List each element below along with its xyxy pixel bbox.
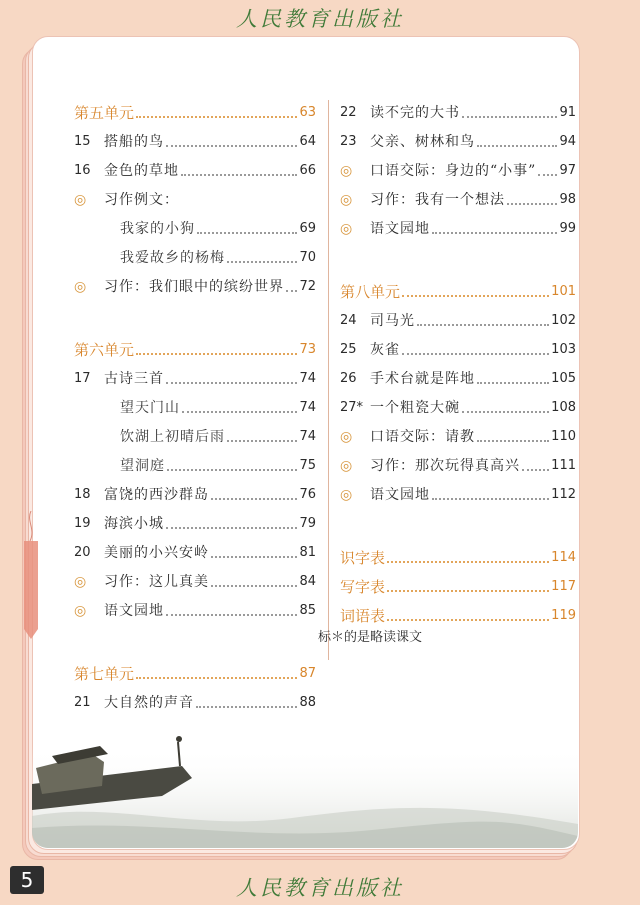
toc-page-number: 75 xyxy=(299,458,316,473)
lesson-number: 26 xyxy=(340,371,357,386)
dot-leader xyxy=(227,440,297,442)
toc-entry[interactable] xyxy=(74,185,316,209)
lesson-number: 25 xyxy=(340,342,357,357)
toc-title: 金色的草地 xyxy=(104,163,179,179)
toc-title: 第七单元 xyxy=(74,665,135,683)
toc-title: 习作：那次玩得真高兴 xyxy=(370,458,520,474)
bullet-circle-icon: ◎ xyxy=(340,429,353,445)
toc-entry[interactable] xyxy=(74,243,316,267)
toc-page-number: 98 xyxy=(559,192,576,207)
toc-unit-heading[interactable] xyxy=(74,659,316,683)
toc-unit-heading[interactable] xyxy=(340,601,576,625)
dot-leader xyxy=(507,203,557,205)
toc-title: 一个粗瓷大碗 xyxy=(370,400,460,416)
dot-leader xyxy=(538,174,557,176)
toc-entry[interactable] xyxy=(340,451,576,475)
toc-title: 我爱故乡的杨梅 xyxy=(120,250,225,266)
lesson-number: 21 xyxy=(74,695,91,710)
toc-entry[interactable] xyxy=(74,393,316,417)
bullet-circle-icon: ◎ xyxy=(74,603,87,619)
dot-leader xyxy=(136,353,297,355)
dot-leader xyxy=(402,295,549,297)
toc-page-number: 97 xyxy=(559,163,576,178)
toc-entry[interactable] xyxy=(340,127,576,151)
toc-title: 习作：我有一个想法 xyxy=(370,192,505,208)
toc-title: 第八单元 xyxy=(340,283,401,301)
toc-entry[interactable] xyxy=(340,335,576,359)
dot-leader xyxy=(196,706,297,708)
toc-entry[interactable] xyxy=(74,422,316,446)
column-divider xyxy=(328,100,329,660)
toc-entry[interactable] xyxy=(340,364,576,388)
toc-entry[interactable] xyxy=(340,156,576,180)
dot-leader xyxy=(211,498,297,500)
dot-leader xyxy=(462,411,549,413)
toc-page-number: 91 xyxy=(559,105,576,120)
dot-leader xyxy=(211,556,297,558)
toc-entry[interactable] xyxy=(74,364,316,388)
toc-page-number: 76 xyxy=(299,487,316,502)
toc-title: 手术台就是阵地 xyxy=(370,371,475,387)
toc-unit-heading[interactable] xyxy=(340,543,576,567)
dot-leader xyxy=(417,324,549,326)
toc-page-number: 108 xyxy=(551,400,576,415)
toc-page-number: 74 xyxy=(299,429,316,444)
toc-page-number: 72 xyxy=(299,279,316,294)
dot-leader xyxy=(477,382,549,384)
toc-title: 识字表 xyxy=(340,549,386,567)
dot-leader xyxy=(136,677,297,679)
toc-title: 第六单元 xyxy=(74,341,135,359)
toc-entry[interactable] xyxy=(74,451,316,475)
toc-entry[interactable] xyxy=(340,393,576,417)
toc-entry[interactable] xyxy=(340,214,576,238)
toc-title: 搭船的鸟 xyxy=(104,134,164,150)
toc-page-number: 94 xyxy=(559,134,576,149)
toc-entry[interactable] xyxy=(340,185,576,209)
dot-leader xyxy=(227,261,297,263)
dot-leader xyxy=(522,469,549,471)
bullet-circle-icon: ◎ xyxy=(74,192,87,208)
toc-title: 大自然的声音 xyxy=(104,695,194,711)
toc-title: 古诗三首 xyxy=(104,371,164,387)
dot-leader xyxy=(166,382,297,384)
dot-leader xyxy=(166,145,297,147)
dot-leader xyxy=(197,232,297,234)
dot-leader xyxy=(432,232,557,234)
toc-title: 海滨小城 xyxy=(104,516,164,532)
toc-entry[interactable] xyxy=(74,509,316,533)
bullet-circle-icon: ◎ xyxy=(74,574,87,590)
toc-page-number: 74 xyxy=(299,371,316,386)
bullet-circle-icon: ◎ xyxy=(74,279,87,295)
footnote: 标＊的是略读课文 xyxy=(318,630,423,645)
toc-title: 习作例文： xyxy=(104,192,179,208)
toc-title: 习作：我们眼中的缤纷世界 xyxy=(104,279,284,295)
lesson-number: 15 xyxy=(74,134,91,149)
toc-unit-heading[interactable] xyxy=(74,98,316,122)
bullet-circle-icon: ◎ xyxy=(340,487,353,503)
toc-entry[interactable] xyxy=(340,480,576,504)
dot-leader xyxy=(387,561,549,563)
toc-page-number: 74 xyxy=(299,400,316,415)
toc-page-number: 70 xyxy=(299,250,316,265)
page-number: 5 xyxy=(10,866,44,894)
toc-entry[interactable] xyxy=(74,596,316,620)
toc-title: 口语交际：身边的“小事” xyxy=(370,163,537,179)
lesson-number: 27* xyxy=(340,400,364,415)
toc-title: 美丽的小兴安岭 xyxy=(104,545,209,561)
dot-leader xyxy=(402,353,549,355)
toc-page-number: 105 xyxy=(551,371,576,386)
toc-entry[interactable] xyxy=(74,272,316,296)
bullet-circle-icon: ◎ xyxy=(340,221,353,237)
toc-page-number: 114 xyxy=(551,550,576,565)
lesson-number: 19 xyxy=(74,516,91,531)
dot-leader xyxy=(167,469,297,471)
toc-page-number: 99 xyxy=(559,221,576,236)
toc-page-number: 69 xyxy=(299,221,316,236)
toc-title: 望洞庭 xyxy=(120,458,165,474)
toc-page-number: 111 xyxy=(551,458,576,473)
toc-page-number: 84 xyxy=(299,574,316,589)
toc-page-number: 64 xyxy=(299,134,316,149)
toc-page-number: 112 xyxy=(551,487,576,502)
toc-entry[interactable] xyxy=(74,480,316,504)
toc-title: 词语表 xyxy=(340,607,386,625)
toc-title: 富饶的西沙群岛 xyxy=(104,487,209,503)
toc-page-number: 110 xyxy=(551,429,576,444)
toc-title: 饮湖上初晴后雨 xyxy=(120,429,225,445)
toc-entry[interactable] xyxy=(340,306,576,330)
toc-entry[interactable] xyxy=(74,538,316,562)
bullet-circle-icon: ◎ xyxy=(340,458,353,474)
dot-leader xyxy=(432,498,549,500)
boat-landscape-illustration xyxy=(32,706,578,848)
dot-leader xyxy=(462,116,557,118)
toc-title: 第五单元 xyxy=(74,104,135,122)
toc-entry[interactable] xyxy=(74,156,316,180)
dot-leader xyxy=(181,174,297,176)
toc-page-number: 102 xyxy=(551,313,576,328)
dot-leader xyxy=(211,585,297,587)
book-pages xyxy=(22,36,578,858)
toc-entry[interactable] xyxy=(340,422,576,446)
toc-page-number: 101 xyxy=(551,284,576,299)
toc-title: 我家的小狗 xyxy=(120,221,195,237)
toc-page-number: 63 xyxy=(299,105,316,120)
bullet-circle-icon: ◎ xyxy=(340,192,353,208)
lesson-number: 20 xyxy=(74,545,91,560)
toc-page-number: 81 xyxy=(299,545,316,560)
toc-title: 父亲、树林和鸟 xyxy=(370,134,475,150)
dot-leader xyxy=(387,619,549,621)
bullet-circle-icon: ◎ xyxy=(340,163,353,179)
lesson-number: 24 xyxy=(340,313,357,328)
toc-page-number: 87 xyxy=(299,666,316,681)
toc-entry[interactable] xyxy=(340,98,576,122)
toc-unit-heading[interactable] xyxy=(340,572,576,596)
toc-title: 语文园地 xyxy=(370,487,430,503)
toc-entry[interactable] xyxy=(74,214,316,238)
lesson-number: 22 xyxy=(340,105,357,120)
toc-page-number: 85 xyxy=(299,603,316,618)
toc-entry[interactable] xyxy=(74,567,316,591)
dot-leader xyxy=(387,590,549,592)
toc-title: 司马光 xyxy=(370,313,415,329)
dot-leader xyxy=(182,411,297,413)
publisher-logo-top: 人民教育出版社 xyxy=(236,7,404,31)
dot-leader xyxy=(477,440,549,442)
toc-title: 望天门山 xyxy=(120,400,180,416)
toc-title: 习作：这儿真美 xyxy=(104,574,209,590)
dot-leader xyxy=(286,290,297,292)
toc-unit-heading[interactable] xyxy=(340,277,576,301)
dot-leader xyxy=(166,527,297,529)
lesson-number: 23 xyxy=(340,134,357,149)
toc-title: 灰雀 xyxy=(370,342,400,358)
toc-page-number: 73 xyxy=(299,342,316,357)
lesson-number: 17 xyxy=(74,371,91,386)
toc-page-number: 79 xyxy=(299,516,316,531)
toc-unit-heading[interactable] xyxy=(74,335,316,359)
bookmark-tag-icon xyxy=(22,511,40,641)
toc-title: 语文园地 xyxy=(104,603,164,619)
toc-page-number: 88 xyxy=(299,695,316,710)
dot-leader xyxy=(166,614,297,616)
toc-title: 写字表 xyxy=(340,578,386,596)
toc-page-number: 66 xyxy=(299,163,316,178)
toc-entry[interactable] xyxy=(74,127,316,151)
publisher-logo-bottom: 人民教育出版社 xyxy=(236,876,404,900)
toc-title: 语文园地 xyxy=(370,221,430,237)
dot-leader xyxy=(136,116,297,118)
toc-title: 读不完的大书 xyxy=(370,105,460,121)
toc-title: 口语交际：请教 xyxy=(370,429,475,445)
toc-page-number: 117 xyxy=(551,579,576,594)
dot-leader xyxy=(477,145,557,147)
toc-page-number: 119 xyxy=(551,608,576,623)
toc-page-number: 103 xyxy=(551,342,576,357)
toc-entry[interactable] xyxy=(74,688,316,712)
lesson-number: 18 xyxy=(74,487,91,502)
lesson-number: 16 xyxy=(74,163,91,178)
